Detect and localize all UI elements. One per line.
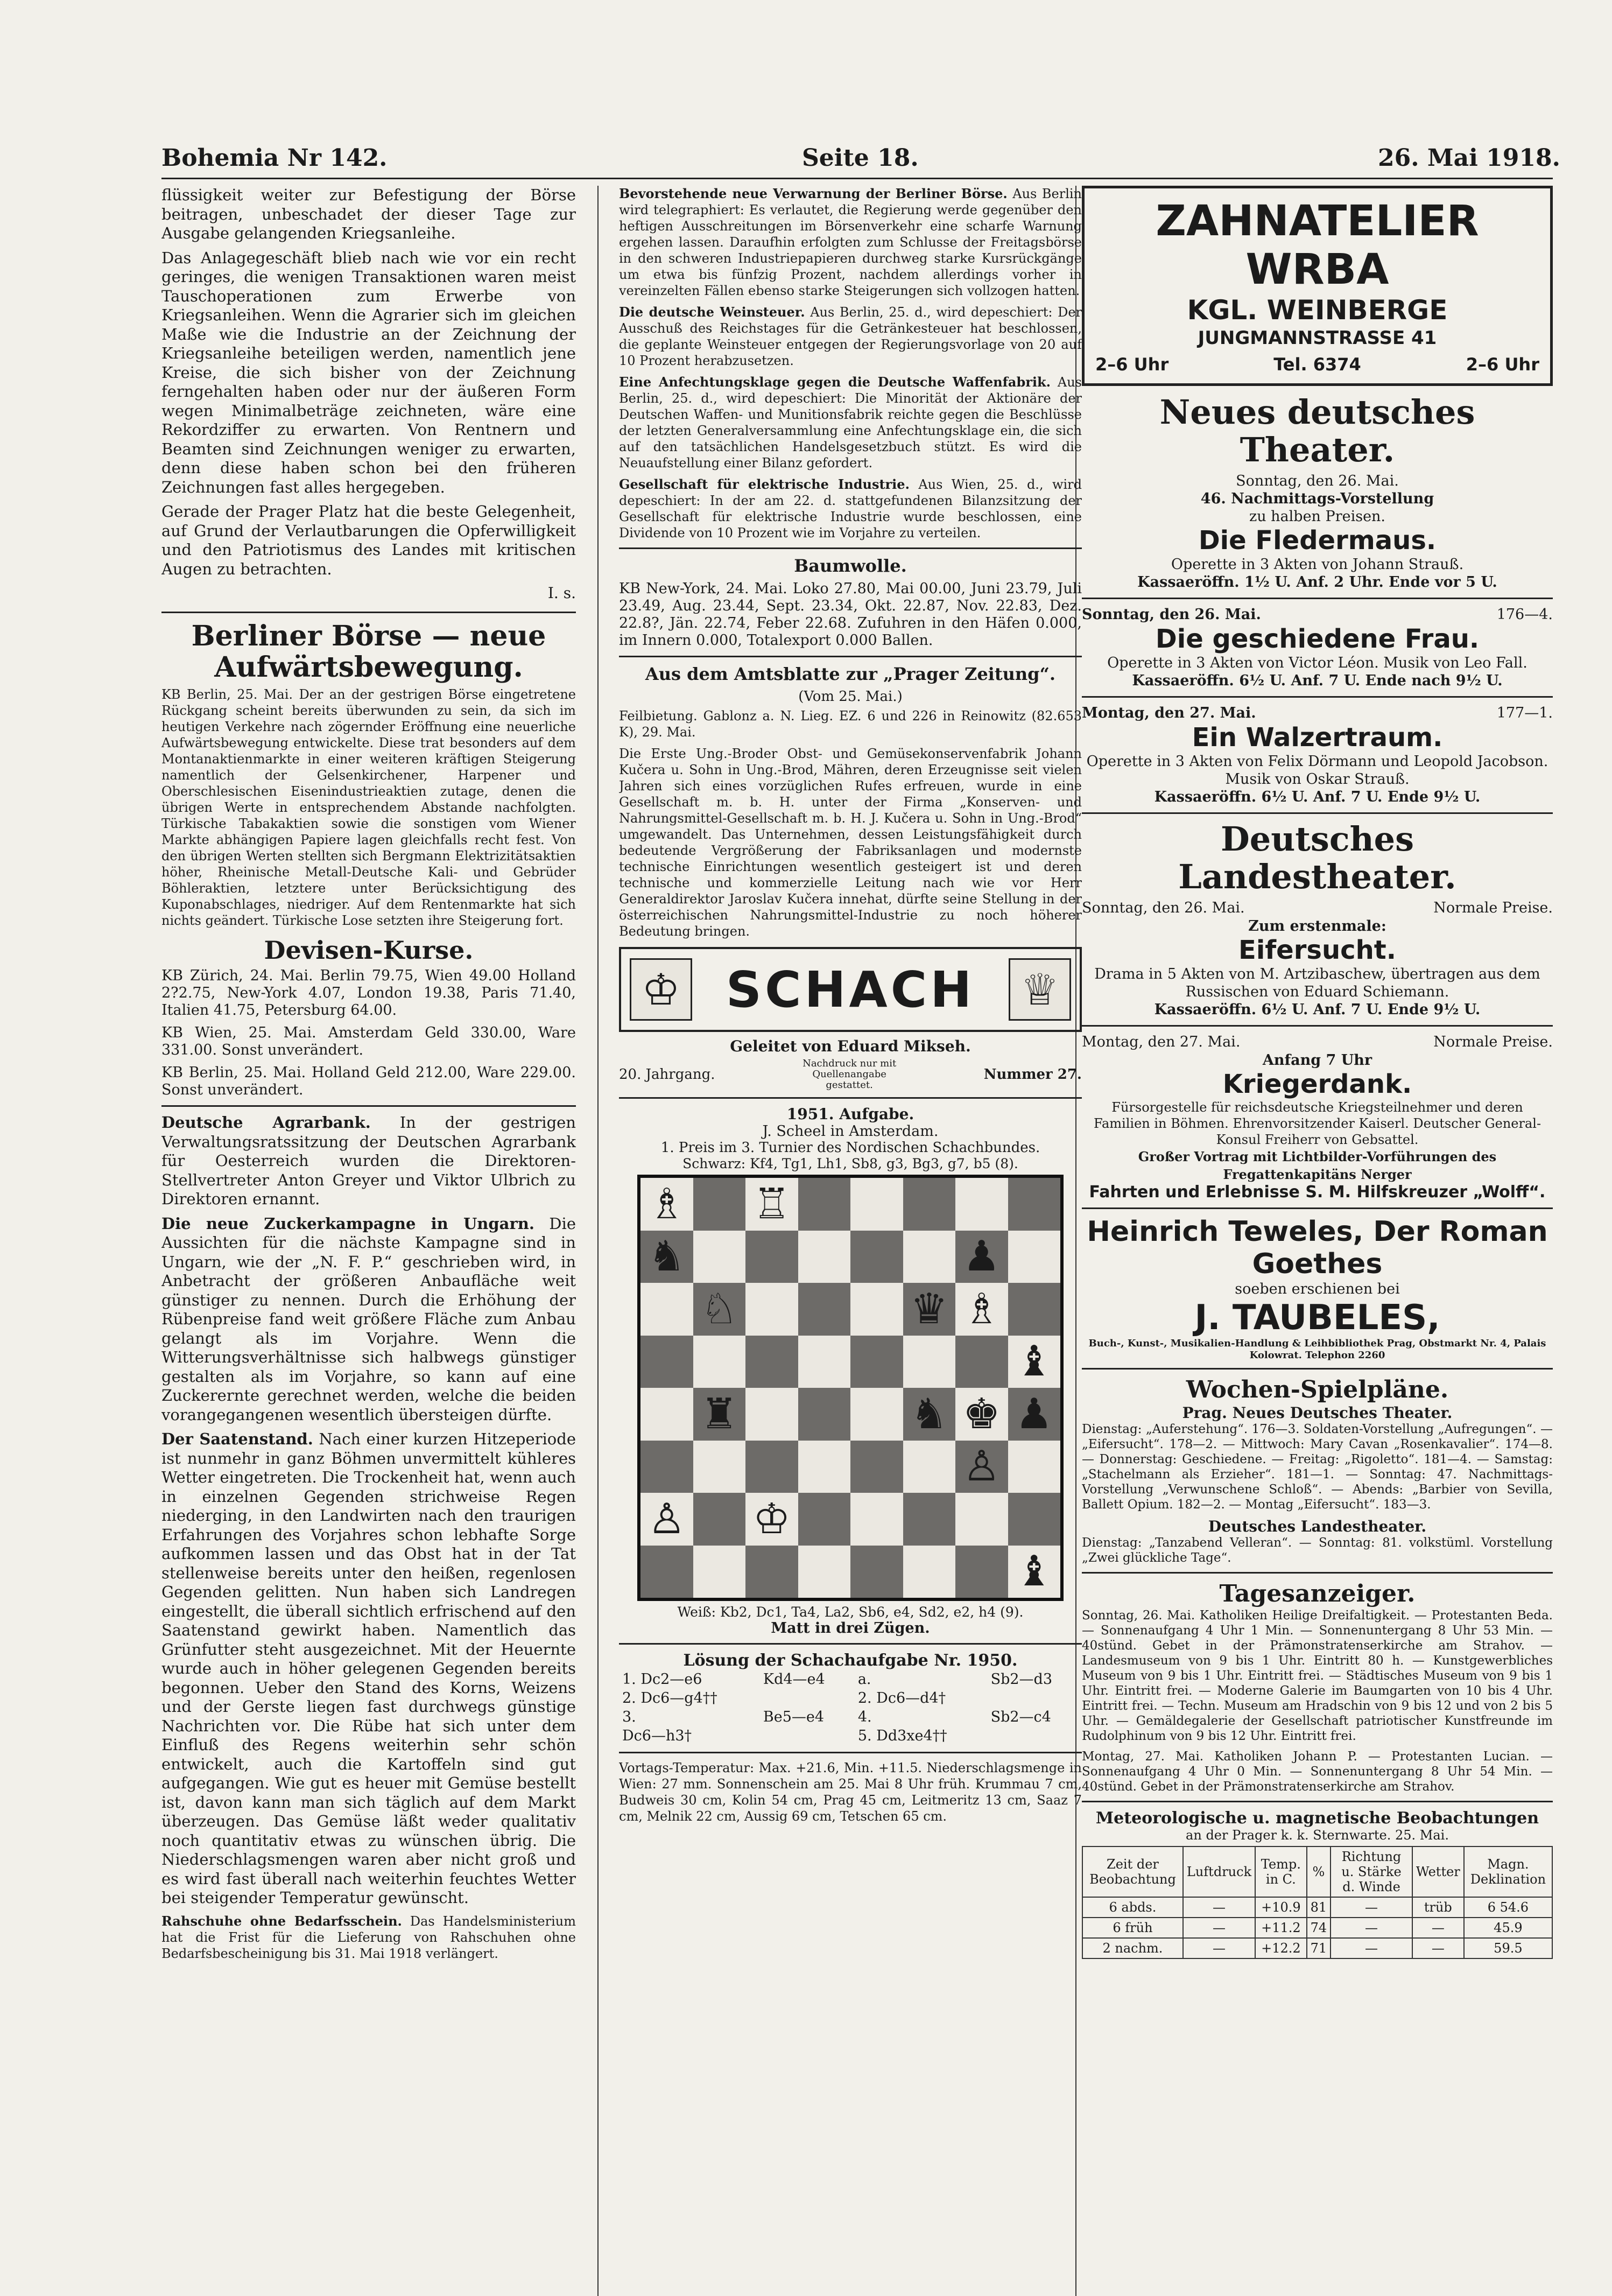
divider: [619, 1752, 1082, 1753]
play-vortrag: Großer Vortrag mit Lichtbilder-Vorführungen des Fregattenkapitäns Nerger: [1138, 1149, 1497, 1182]
table-header-row: [1082, 1846, 1552, 1897]
column-1: [161, 186, 576, 1967]
table-cell: 5. Dd3xe4††: [857, 1728, 947, 1744]
chess-square: [903, 1493, 956, 1546]
chess-square: [745, 1178, 798, 1231]
chess-square: [693, 1546, 746, 1598]
theater-note: Zum erstenmale:: [1248, 918, 1386, 935]
chess-square: [903, 1388, 956, 1441]
chess-square: [1008, 1388, 1061, 1441]
news-waffenfabrik: [619, 374, 1082, 471]
devisen-zuerich: KB Zürich, 24. Mai. Berlin 79.75, Wien 49.00 Holland 2?2.75, New-York 4.07, London 19.38, Paris 71.40, Italien 41.75, Petersburg 64.00.: [161, 967, 576, 1019]
chess-piece-icon: ♟: [962, 1232, 1001, 1281]
header-right: 26. Mai 1918.: [1378, 144, 1560, 172]
chess-jahrgang: 20. Jahrgang.: [619, 1066, 715, 1083]
table-cell: +12.2: [1255, 1938, 1306, 1958]
devisen-wien: KB Wien, 25. Mai. Amsterdam Geld 330.00, Ware 331.00. Sonst unverändert.: [161, 1024, 576, 1058]
ad-line: KGL. WEINBERGE: [1187, 294, 1448, 326]
news-lead: Rahschuhe ohne Bedarfsschein.: [161, 1913, 402, 1929]
chess-square: [798, 1546, 851, 1598]
chess-meta: [619, 1058, 1082, 1091]
table-cell: 81: [1307, 1897, 1331, 1918]
divider: [619, 1097, 1082, 1099]
chess-square: [1008, 1178, 1061, 1231]
chess-piece-icon: ♝: [1015, 1337, 1053, 1386]
play-title: Ein Walzertraum.: [1192, 722, 1443, 753]
column-divider-1: [597, 186, 599, 2296]
table-header: Wetter: [1412, 1846, 1464, 1897]
news-lead: Bevorstehende neue Verwarnung der Berliner Börse.: [619, 186, 1008, 201]
table-row: [619, 1726, 1082, 1745]
chess-square: [640, 1336, 693, 1388]
play-title: Eifersucht.: [1238, 935, 1396, 965]
table-cell: Sb2—d3: [990, 1671, 1052, 1688]
chess-square: [798, 1283, 851, 1336]
boerse-report: [161, 686, 576, 929]
chess-square: [903, 1336, 956, 1388]
table-cell: —: [1412, 1938, 1464, 1958]
play-description: Operette in 3 Akten von Felix Dörmann und Leopold Jacobson. Musik von Oskar Strauß.: [1086, 753, 1548, 788]
chess-square: [745, 1283, 798, 1336]
chess-square: [850, 1231, 903, 1283]
tagesanzeiger-heading: Tagesanzeiger.: [1219, 1580, 1416, 1607]
theater-date-row: [1082, 704, 1553, 722]
table-cell: [760, 1726, 855, 1745]
table-cell: 2 nachm.: [1082, 1938, 1183, 1958]
table-cell: —: [1412, 1918, 1464, 1938]
theater-date: Sonntag, den 26. Mai.: [1082, 900, 1245, 916]
table-cell: 74: [1307, 1918, 1331, 1938]
chess-square: [1008, 1231, 1061, 1283]
table-cell: 71: [1307, 1938, 1331, 1958]
book-ad-publisher: J. TAUBELES,: [1194, 1298, 1440, 1338]
theater-heading: Deutsches Landestheater.: [1178, 819, 1456, 896]
table-cell: 1. Dc2—e6: [622, 1671, 702, 1688]
table-cell: a.: [857, 1671, 871, 1688]
book-ad-address: Buch-, Kunst-, Musikalien-Handlung & Leihbibliothek Prag, Obstmarkt Nr. 4, Palais Kolowrat. Telephon 2260: [1088, 1338, 1546, 1361]
theater-date: Montag, den 27. Mai.: [1082, 705, 1256, 721]
play-description: Drama in 5 Akten von M. Artzibaschew, übertragen aus dem Russischen von Eduard Schiemann.: [1094, 966, 1540, 1000]
meteo-sub: an der Prager k. k. Sternwarte. 25. Mai.: [1186, 1828, 1449, 1843]
table-cell: 3.: [622, 1709, 636, 1725]
news-saatenstand: [161, 1430, 576, 1908]
news-body: Aus Berlin, 25. d., wird depeschiert: Die Minorität der Aktionäre der Deutschen Waffen- und Munitionsfabrik reichte gegen die Beschlüsse der letzten Generalversammlung eine Anfechtungsklage ein, die sich auf den tatsächlichen Handelsgesetzbuch stützt. Es wird die Neuaufstellung einer Bilanz gefordert.: [619, 375, 1082, 471]
article-continuation: flüssigkeit weiter zur Befestigung der Börse beitragen, unbeschadet der dieser Tage zur Ausgabe gelangenden Kriegsanleihe.: [161, 186, 576, 242]
chess-square: [798, 1336, 851, 1388]
headline-devisen: Devisen-Kurse.: [264, 936, 474, 965]
chess-square: [693, 1493, 746, 1546]
chess-piece-icon: ♗: [647, 1179, 686, 1228]
chess-piece-icon: ♘: [700, 1284, 738, 1333]
play-times: Kassaeröffn. 6½ U. Anf. 7 U. Ende 9½ U.: [1154, 1001, 1481, 1018]
chess-piece-icon: ♔: [752, 1494, 791, 1543]
column-3: [1082, 186, 1553, 1959]
news-body: Aus Wien, 25. d., wird depeschiert: In der am 22. d. stattgefundenen Bilanzsitzung der Gesellschaft für elektrische Industrie wurde beschlossen, eine Dividende von 10 Prozent wie im Vorjahre zu verteilen.: [619, 477, 1082, 540]
divider: [619, 1643, 1082, 1645]
ad-phone: Tel. 6374: [1273, 354, 1361, 375]
meteo-table: [1082, 1846, 1553, 1959]
news-body: Nach einer kurzen Hitzeperiode ist nunmehr in ganz Böhmen unvermittelt kühleres Wetter eingetreten. Die Trockenheit hat, wenn auch in einzelnen Gegenden strichweise Regen niederging, in den Landwirten nach den traurigen Erfahrungen des Vorjahres schon lebhafte Sorge aufkommen lassen und das Obst hat in der Tat stellenweise bereits unter den heißen, regenlosen Gegenden gelitten. Nun haben sich Landregen eingestellt, die überall sichtlich erfrischend auf den Saatenstand gewirkt haben. Namentlich das Grünfutter steht ausgezeichnet. Mit der Heuernte wurde auch in höher gelegenen Gegenden bereits begonnen. Ueber den Stand des Korns, Weizens und der Gerste liegen fast durchwegs günstige Nachrichten vor. Die Rübe hat sich unter dem Einfluß des Regens weiterhin sehr schön entwickelt, auch die Kartoffeln sind gut aufgegangen. Wie gut es heuer mit Gemüse bestellt ist, davon kann man sich täglich auf dem Markt überzeugen. Das Gemüse läßt weder qualitativ noch quantitativ etwas zu wünschen übrig. Die Niederschlagsmengen waren aber nicht groß und es wird fast überall nach weiterhin feuchtes Wetter bei steigender Temperatur gewünscht.: [161, 1430, 576, 1907]
chess-square: [903, 1178, 956, 1231]
chess-square: [1008, 1493, 1061, 1546]
chess-square: [745, 1388, 798, 1441]
play-vortrag-title: Fahrten und Erlebnisse S. M. Hilfskreuzer „Wolff“.: [1089, 1183, 1546, 1202]
amtsblatt-date: (Vom 25. Mai.): [798, 689, 903, 705]
table-cell: —: [1183, 1938, 1255, 1958]
news-lead: Eine Anfechtungsklage gegen die Deutsche Waffenfabrik.: [619, 374, 1051, 390]
chess-square: [745, 1441, 798, 1493]
chess-square: [850, 1178, 903, 1231]
news-lead: Die neue Zuckerkampagne in Ungarn.: [161, 1214, 534, 1233]
news-lead: Deutsche Agrarbank.: [161, 1113, 371, 1132]
chess-board: [637, 1175, 1064, 1601]
theater-price: zu halben Preisen.: [1249, 508, 1386, 525]
play-times: Kassaeröffn. 6½ U. Anf. 7 U. Ende nach 9½ U.: [1132, 672, 1503, 689]
headline-berliner-boerse: Berliner Börse — neue Aufwärtsbewegung.: [191, 620, 546, 684]
table-cell: [988, 1726, 1082, 1745]
chess-square: [798, 1231, 851, 1283]
weather-text: Vortags-Temperatur: Max. +21.6, Min. +11.5. Niederschlagsmenge in Wien: 27 mm. Sonnenschein am 25. Mai 8 Uhr früh. Krummau 7 cm, Budweis 30 cm, Kolin 54 cm, Prag 45 cm, Leitmeritz 13 cm, Saaz 7 cm, Melnik 22 cm, Aussig 69 cm, Tetschen 65 cm.: [619, 1760, 1082, 1824]
table-cell: —: [1183, 1918, 1255, 1938]
chess-square: [903, 1441, 956, 1493]
chess-square: [640, 1388, 693, 1441]
news-lead: Die deutsche Weinsteuer.: [619, 304, 805, 320]
theater-date: Sonntag, den 26. Mai.: [1236, 473, 1399, 489]
chess-square: [640, 1546, 693, 1598]
wochenspielplan-sub: Prag. Neues Deutsches Theater.: [1182, 1404, 1453, 1422]
divider: [1082, 1801, 1553, 1802]
chess-piece-icon: ♝: [1015, 1547, 1053, 1596]
theater-date: Montag, den 27. Mai.: [1082, 1034, 1241, 1050]
table-cell: [760, 1689, 855, 1708]
ad-zahnatelier: [1082, 186, 1553, 386]
chess-nummer: Nummer 27.: [983, 1066, 1082, 1083]
chess-mate: Matt in drei Zügen.: [771, 1620, 930, 1637]
table-cell: 6 54.6: [1464, 1897, 1552, 1918]
chess-square: [693, 1336, 746, 1388]
chess-square: [850, 1441, 903, 1493]
table-header: %: [1307, 1846, 1331, 1897]
news-schuhe: [161, 1913, 576, 1962]
table-cell: +10.9: [1255, 1897, 1306, 1918]
table-cell: Be5—e4: [763, 1709, 825, 1725]
chess-square: [955, 1178, 1008, 1231]
table-cell: 4.: [857, 1709, 872, 1725]
divider: [1082, 812, 1553, 814]
table-cell: 2. Dc6—g4††: [622, 1690, 717, 1707]
article-paragraph: Gerade der Prager Platz hat die beste Gelegenheit, auf Grund der Verlautbarungen die Opferwilligkeit und den Patriotismus des Landes mit kritischen Augen zu betrachten.: [161, 502, 576, 578]
chess-piece-icon: ♖: [752, 1179, 791, 1228]
chess-square: [850, 1388, 903, 1441]
news-body: In der gestrigen Verwaltungsratssitzung der Deutschen Agrarbank für Oesterreich wurden die Direktoren-Stellvertreter Anton Greyer und Viktor Ulbrich zu Direktoren ernannt.: [161, 1113, 576, 1208]
chess-square: [903, 1546, 956, 1598]
chess-square: [640, 1178, 693, 1231]
theater-price: Normale Preise.: [1433, 1034, 1553, 1050]
chess-nachdruck: Nachdruck nur mit Quellenangabe gestattet.: [803, 1058, 897, 1091]
chess-square: [745, 1493, 798, 1546]
table-header: Magn. Deklination: [1464, 1846, 1552, 1897]
table-cell: —: [1331, 1938, 1412, 1958]
book-ad-title: Heinrich Teweles, Der Roman Goethes: [1087, 1216, 1548, 1280]
news-lead: Der Saatenstand.: [161, 1430, 313, 1448]
chess-banner: [619, 947, 1082, 1032]
chess-square: [955, 1388, 1008, 1441]
news-body: Aus Berlin wird telegraphiert: Es verlautet, die Regierung werde gegenüber den heftigen Ausschreitungen im Börsenverkehr eine scharfe Warnung ergehen lassen. Daraufhin erfolgten zum Schlusse der Freitagsbörse in den schweren Industriepapieren durchweg starke Kursrückgänge um etwa bis fünfzig Prozent, nachdem allerdings vorher in vereinzelten Fällen ebenso starke Steigerungen sich vollzogen hatten.: [619, 186, 1082, 298]
chess-square: [693, 1283, 746, 1336]
ad-hours: 2–6 Uhr: [1466, 354, 1539, 375]
play-times: Kassaeröffn. 1½ U. Anf. 2 Uhr. Ende vor 5 U.: [1137, 574, 1497, 591]
table-row: [619, 1670, 1082, 1689]
header-rule: [161, 178, 1553, 179]
table-row: [1082, 1918, 1552, 1938]
table-cell: Sb2—c4: [990, 1709, 1051, 1725]
meteo-heading: Meteorologische u. magnetische Beobachtungen: [1095, 1809, 1539, 1828]
table-header: Zeit der Beobachtung: [1082, 1846, 1183, 1897]
divider: [1082, 1207, 1553, 1209]
ad-line: JUNGMANNSTRASSE 41: [1198, 327, 1437, 349]
article-paragraph: Das Anlagegeschäft blieb nach wie vor ein recht geringes, die wenigen Transaktionen waren meist Tauschoperationen zum Erwerbe von Kriegsanleihen. Wenn die Agrarier sich im gleichen Maße wie die Industrie an der Zeichnung der Kriegsanleihe beteiligen werden, namentlich jene Kreise, die sich bisher von der Zeichnung ferngehalten haben oder nur der äußeren Form wegen Minimalbeträge zeichneten, wäre eine Rekordziffer zu erwarten. Von Rentnern und Beamten sind Zeichnungen weniger zu erwarten, denn diese haben schon bei den früheren Zeichnungen fast alles hergegeben.: [161, 248, 576, 496]
chess-piece-icon: ♞: [910, 1389, 948, 1438]
report-text: KB Berlin, 25. Mai. Der an der gestrigen Börse eingetretene Rückgang scheint bereits überwunden zu sein, da sich im heutigen Verkehre nach zögernder Eröffnung eine neuerliche Aufwärtsbewegung entwickelte. Diese trat besonders auf dem Montanaktienmarkte in einer weiteren kräftigen Steigerung namentlich der Gelsenkirchener, Harpener und Oberschlesischen Eisenindustrieaktien zutage, denen die übrigen Werte in entsprechendem Abstande nachfolgten. Türkische Tabakaktien sowie die sonstigen vom Wiener Markte abhängigen Papiere lagen gleichfalls recht fest. Von den übrigen Werten stellten sich Bergmann Elektrizitätsaktien höher, Rheinische Metall-Deutsche Kali- und Gebrüder Böhleraktien, letztere unter Berücksichtigung des Kuponabschlages, niedriger. Auf dem Rentenmarkte hat sich nichts geändert. Türkische Lose setzten ihre Steigerung fort.: [161, 687, 576, 928]
table-header: Luftdruck: [1183, 1846, 1255, 1897]
ad-hours-row: [1095, 354, 1539, 375]
table-cell: 59.5: [1464, 1938, 1552, 1958]
table-cell: 2. Dc6—d4†: [857, 1690, 946, 1707]
amtsblatt-body: [619, 708, 1082, 939]
chess-piece-icon: ♛: [910, 1284, 948, 1333]
table-row: [1082, 1897, 1552, 1918]
chess-piece-icon: ♟: [1015, 1389, 1053, 1438]
news-zucker: [161, 1214, 576, 1425]
chess-queen-icon: ♕: [1009, 958, 1071, 1021]
chess-square: [850, 1493, 903, 1546]
chess-square: [955, 1441, 1008, 1493]
amtsblatt-feilbietung: Feilbietung. Gablonz a. N. Lieg. EZ. 6 und 226 in Reinowitz (82.653 K), 29. Mai.: [619, 708, 1082, 740]
chess-square: [640, 1493, 693, 1546]
theater-date-row: [1082, 1033, 1553, 1051]
news-body: Die Aussichten für die nächste Kampagne sind in Ungarn, wie der „N. F. P.“ geschrieben wird, in Anbetracht der größeren Anbaufläche weit günstiger zu nennen. Durch die Erhöhung der Rübenpreise fand weit größere Fläche zum Anbau gelangt als im Vorjahre. Wenn die Witterungsverhältnisse sich halbwegs günstiger gestalten als im Vorjahre, so kann auf eine Zuckerernte gerechnet werden, welche die beiden vorangegangenen wesentlich übersteigen dürfte.: [161, 1214, 576, 1424]
chess-piece-icon: ♚: [962, 1389, 1001, 1438]
divider: [161, 1105, 576, 1107]
chess-square: [640, 1283, 693, 1336]
chess-square: [745, 1546, 798, 1598]
chess-piece-icon: ♗: [962, 1284, 1001, 1333]
table-cell: 6 früh: [1082, 1918, 1183, 1938]
divider: [619, 547, 1082, 549]
baumwolle-report: KB New-York, 24. Mai. Loko 27.80, Mai 00.00, Juni 23.79, Juli 23.49, Aug. 23.44, Sept. 23.34, Okt. 22.87, Nov. 22.83, Dez. 22.8?, Jän. 22.74, Feber 22.68. Zufuhren in den Häfen 0.000, im Innern 0.000, Totalexport 0.000 Ballen.: [619, 580, 1082, 649]
table-cell: 6 abds.: [1082, 1897, 1183, 1918]
chess-square: [798, 1441, 851, 1493]
news-body: Das Handelsministerium hat die Frist für die Lieferung von Rahschuhen ohne Bedarfsbescheinigung bis 31. Mai 1918 verlängert.: [161, 1913, 576, 1961]
table-cell: —: [1331, 1918, 1412, 1938]
ad-title: ZAHNATELIER WRBA: [1156, 197, 1479, 294]
chess-prize: 1. Preis im 3. Turnier des Nordischen Schachbundes.: [660, 1140, 1040, 1156]
chess-square: [745, 1336, 798, 1388]
table-header: Temp. in C.: [1255, 1846, 1306, 1897]
tagesanzeiger-text: Montag, 27. Mai. Katholiken Johann P. — Protestanten Lucian. — Sonnenaufgang 4 Uhr 0 Min. — Sonnenuntergang 8 Uhr 54 Min. — 40stünd. Gebet in der Prämonstratenserkirche am Strahov.: [1082, 1750, 1553, 1794]
book-ad-sub: soeben erschienen bei: [1235, 1281, 1400, 1297]
chess-king-icon: ♔: [630, 958, 692, 1021]
table-row: [619, 1689, 1082, 1708]
theater-start: Anfang 7 Uhr: [1262, 1052, 1372, 1069]
column-2: [619, 186, 1082, 1830]
theater-date: Sonntag, den 26. Mai.: [1082, 606, 1261, 623]
chess-square: [1008, 1441, 1061, 1493]
chess-square: [640, 1441, 693, 1493]
table-header: Richtung u. Stärke d. Winde: [1331, 1846, 1412, 1897]
theater-date-row: [1082, 606, 1553, 624]
table-cell: Dc6—h3†: [622, 1728, 692, 1744]
play-title: Kriegerdank.: [1222, 1069, 1412, 1099]
play-description: Fürsorgestelle für reichsdeutsche Kriegsteilnehmer und deren Familien in Böhmen. Ehrenvorsitzender Kaiserl. Deutscher General-Konsul Freiherr von Gebsattel.: [1093, 1100, 1541, 1147]
news-verwarnung: [619, 186, 1082, 299]
chess-square: [745, 1231, 798, 1283]
theater-heading: Neues deutsches Theater.: [1159, 392, 1475, 469]
chess-square: [798, 1388, 851, 1441]
ad-hours: 2–6 Uhr: [1095, 354, 1169, 375]
table-cell: —: [1183, 1897, 1255, 1918]
news-weinsteuer: [619, 304, 1082, 369]
chess-square: [850, 1336, 903, 1388]
theater-date-row: [1082, 899, 1553, 917]
chess-piece-icon: ♙: [962, 1442, 1001, 1491]
chess-piece-icon: ♞: [647, 1232, 686, 1281]
chess-square: [850, 1283, 903, 1336]
tagesanzeiger-text: Sonntag, 26. Mai. Katholiken Heilige Dreifaltigkeit. — Protestanten Beda. — Sonnenaufgang 4 Uhr 1 Min. — Sonnenuntergang 8 Uhr 53 Min. — 40stünd. Gebet in der Prämonstratenserkirche am Strahov. — Landesmuseum von 9 bis 1 Uhr. Eintritt 80 h. — Kunstgewerbliches Museum von 9 bis 1 Uhr. Eintritt frei. — Städtisches Museum von 9 bis 1 Uhr. Eintritt frei. — Moderne Galerie im Baumgarten von 10 bis 4 Uhr. Eintritt frei. — Techn. Museum am Hradschin von 9 bis 12 und von 2 bis 5 Uhr. — Gemäldegalerie der Gesellschaft patriotischer Kunstfreunde im Rudolphinum von 9 bis 12 Uhr. Eintritt frei.: [1082, 1609, 1553, 1743]
table-row: [1082, 1938, 1552, 1958]
play-times: Kassaeröffn. 6½ U. Anf. 7 U. Ende 9½ U.: [1154, 789, 1481, 805]
wochenspielplan-text: Dienstag: „Tanzabend Velleran“. — Sonntag: 81. volkstüml. Vorstellung „Zwei glückliche Tage“.: [1082, 1536, 1553, 1565]
play-description: Operette in 3 Akten von Johann Strauß.: [1171, 556, 1464, 573]
table-cell: —: [1331, 1897, 1412, 1918]
wochenspielplan-sub: Deutsches Landestheater.: [1208, 1518, 1427, 1535]
chess-square: [903, 1231, 956, 1283]
chess-square: [955, 1546, 1008, 1598]
divider: [619, 656, 1082, 657]
table-cell: trüb: [1412, 1897, 1464, 1918]
chess-title: SCHACH: [726, 960, 975, 1019]
chess-piece-icon: ♜: [700, 1389, 738, 1438]
chess-solution-title: Lösung der Schachaufgabe Nr. 1950.: [683, 1651, 1018, 1670]
chess-square: [850, 1546, 903, 1598]
chess-white-pieces: Weiß: Kb2, Dc1, Ta4, La2, Sb6, e4, Sd2, e2, h4 (9).: [677, 1604, 1024, 1620]
wochenspielplan-heading: Wochen-Spielpläne.: [1186, 1376, 1449, 1403]
divider: [1082, 696, 1553, 698]
chess-square: [1008, 1336, 1061, 1388]
amtsblatt-konserven: Die Erste Ung.-Broder Obst- und Gemüsekonservenfabrik Johann Kučera u. Sohn in Ung.-Brod, Mähren, deren Erzeugnisse seit vielen Jahren sich eines vorzüglichen Rufes erfreuen, wurde in eine Gesellschaft m. b. H. unter der Firma „Konserven- und Nahrungsmittel-Gesellschaft m. b. H. J. Kučera u. Sohn in Ung.-Brod“ umgewandelt. Das Unternehmen, dessen Leistungsfähigkeit durch bedeutende Vergrößerung der Fabriksanlagen und modernste technische Einrichtungen wesentlich gesteigert ist und deren technische und kommerzielle Leitung nach wie vor Herr Generaldirektor Jaroslav Kučera innehat, dürfte seine Stellung in der österreichischen Nahrungsmittel-Industrie zu noch höherer Bedeutung bringen.: [619, 746, 1082, 939]
theater-number: 177—1.: [1496, 705, 1553, 721]
headline-baumwolle: Baumwolle.: [794, 556, 907, 576]
chess-aufgabe: 1951. Aufgabe.: [786, 1105, 914, 1123]
chess-square: [1008, 1283, 1061, 1336]
wochenspielplan-text: Dienstag: „Auferstehung“. 176—3. Soldaten-Vorstellung „Aufregungen“. — „Eifersucht“. 178—2. — Mittwoch: Mary Cavan „Rosenkavalier“. 174—8. — Donnerstag: Geschiedene. — Freitag: „Rigoletto“. 181—4. — Samstag: „Stachelmann als Erzieher“. 181—1. — Sonntag: 47. Nachmittags-Vorstellung „Verwunschene Schloß“. — Abends: „Barbier von Sevilla, Ballett Opium. 182—2. — Montag „Eifersucht“. 183—3.: [1082, 1422, 1553, 1512]
chess-square: [798, 1493, 851, 1546]
play-title: Die geschiedene Frau.: [1155, 624, 1480, 654]
theater-price: Normale Preise.: [1433, 900, 1553, 916]
chess-author: J. Scheel in Amsterdam.: [762, 1123, 939, 1140]
news-body: Aus Berlin, 25. d., wird depeschiert: Der Ausschuß des Reichstages für die Getränkesteuer hat beschlossen, die geplante Weinsteuer entgegen der Regierungsvorlage von 20 auf 10 Prozent herabzusetzen.: [619, 305, 1082, 368]
chess-black-pieces: Schwarz: Kf4, Tg1, Lh1, Sb8, g3, Bg3, g7, b5 (8).: [682, 1156, 1018, 1171]
chess-square: [955, 1283, 1008, 1336]
chess-piece-icon: ♙: [647, 1494, 686, 1543]
header-center: Seite 18.: [802, 144, 919, 172]
divider: [1082, 1368, 1553, 1370]
divider: [1082, 1025, 1553, 1027]
table-cell: [988, 1689, 1082, 1708]
table-cell: +11.2: [1255, 1918, 1306, 1938]
play-title: Die Fledermaus.: [1198, 525, 1437, 556]
theater-number: 176—4.: [1496, 606, 1553, 623]
news-lead: Gesellschaft für elektrische Industrie.: [619, 476, 910, 492]
chess-square: [693, 1231, 746, 1283]
chess-square: [955, 1231, 1008, 1283]
chess-solution-table: [619, 1670, 1082, 1745]
chess-square: [798, 1178, 851, 1231]
chess-square: [1008, 1546, 1061, 1598]
article-signature: I. s.: [547, 584, 576, 602]
news-agrarbank: [161, 1113, 576, 1209]
divider: [1082, 1572, 1553, 1574]
chess-square: [903, 1283, 956, 1336]
news-elektrische-industrie: [619, 476, 1082, 541]
divider: [1082, 598, 1553, 599]
devisen-berlin: KB Berlin, 25. Mai. Holland Geld 212.00, Ware 229.00. Sonst unverändert.: [161, 1064, 576, 1098]
divider: [161, 612, 576, 613]
short-news: [619, 186, 1082, 541]
chess-square: [693, 1388, 746, 1441]
chess-square: [693, 1441, 746, 1493]
headline-amtsblatt: Aus dem Amtsblatte zur „Prager Zeitung“.: [645, 664, 1056, 684]
theater-vorstellung: 46. Nachmittags-Vorstellung: [1200, 490, 1434, 507]
chess-square: [693, 1178, 746, 1231]
chess-editor: Geleitet von Eduard Mikseh.: [730, 1037, 971, 1055]
table-row: [619, 1708, 1082, 1726]
chess-square: [640, 1231, 693, 1283]
header-left: Bohemia Nr 142.: [161, 144, 388, 172]
play-description: Operette in 3 Akten von Victor Léon. Musik von Leo Fall.: [1107, 655, 1527, 671]
table-cell: 45.9: [1464, 1918, 1552, 1938]
chess-square: [955, 1336, 1008, 1388]
table-cell: Kd4—e4: [763, 1671, 825, 1688]
chess-square: [955, 1493, 1008, 1546]
